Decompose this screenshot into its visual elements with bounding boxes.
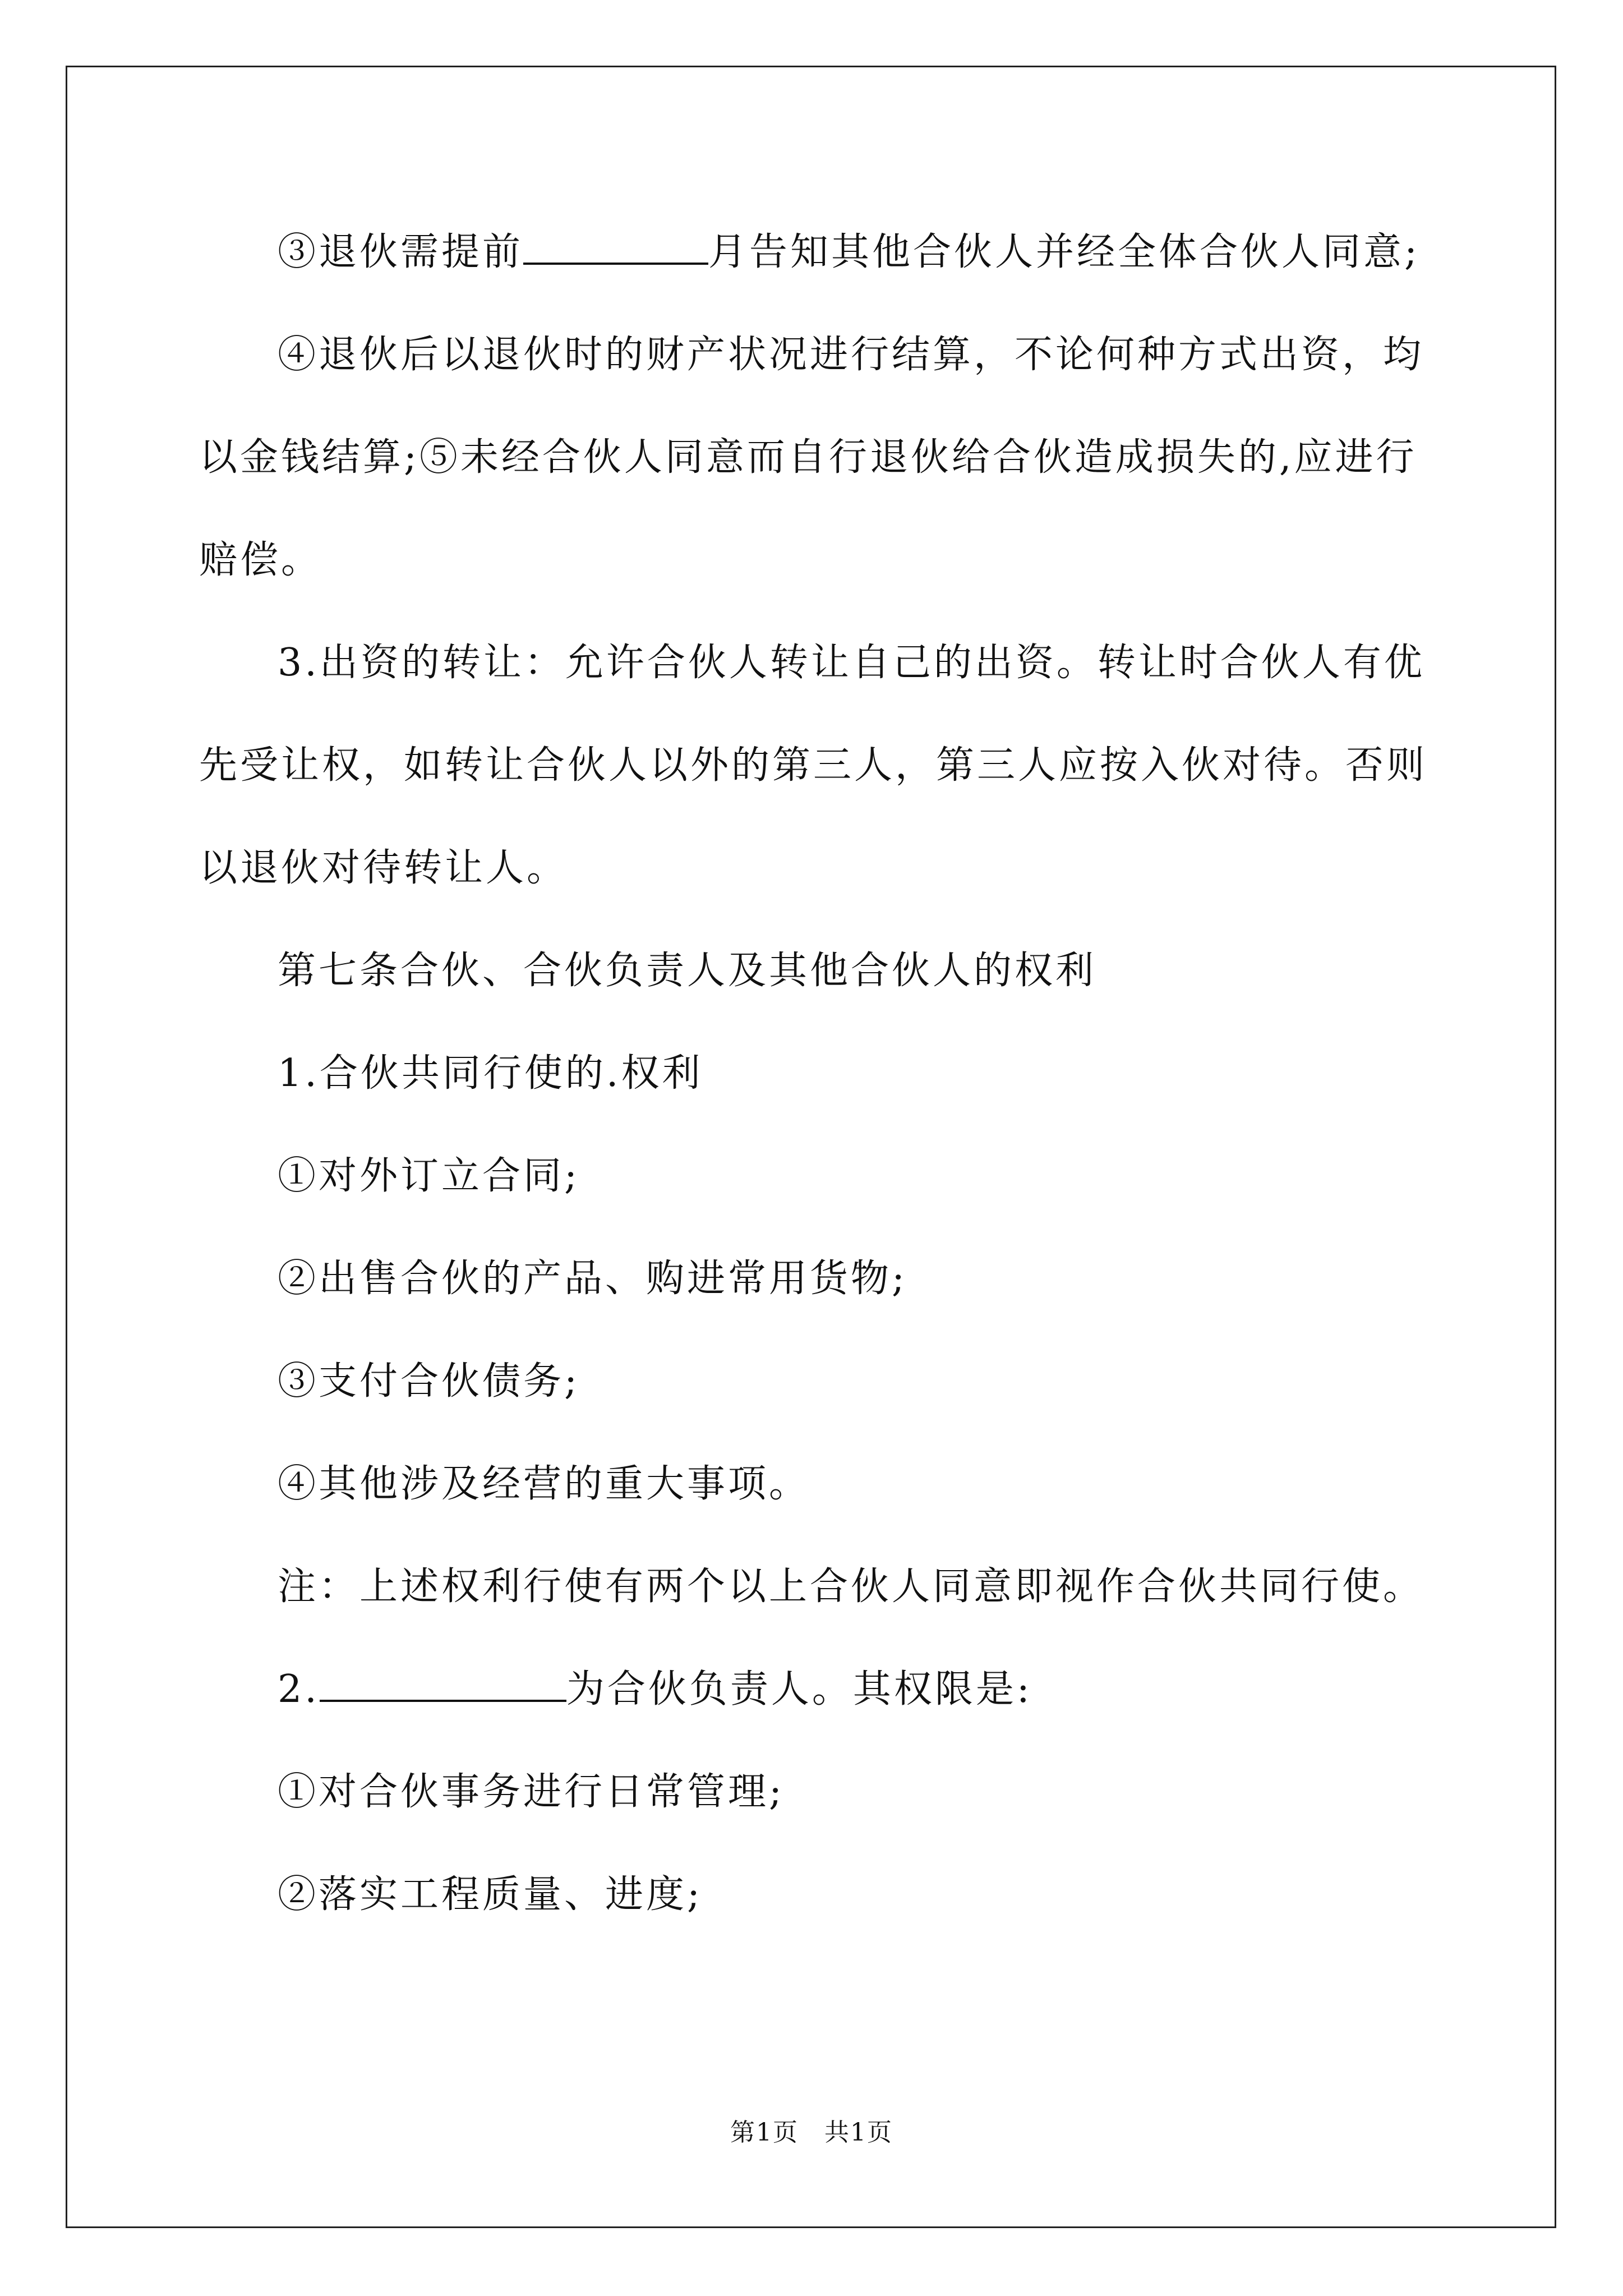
list-item-daily-management: ①对合伙事务进行日常管理; xyxy=(278,1770,785,1814)
page-footer: 第1页 共1页 xyxy=(730,2118,893,2147)
list-item-quality-progress: ②落实工程质量、进度; xyxy=(278,1872,703,1917)
withdrawal-notice-text-end: 月告知其他合伙人并经全体合伙人同意; xyxy=(708,230,1420,274)
paragraph-responsible-partner xyxy=(278,1664,1511,1715)
withdrawal-notice-text-start: ③退伙需提前 xyxy=(278,230,524,274)
responsible-partner-text: 为合伙负责人。其权限是: xyxy=(566,1667,1032,1711)
list-item-contracts: ①对外订立合同; xyxy=(278,1154,580,1198)
paragraph-settlement-line1: ④退伙后以退伙时的财产状况进行结算，不论何种方式出资，均 xyxy=(278,333,1424,377)
list-item-major-matters: ④其他涉及经营的重大事项。 xyxy=(278,1462,810,1506)
article-seven-heading: 第七条合伙、合伙负责人及其他合伙人的权利 xyxy=(278,949,1097,993)
paragraph-settlement-line2: 以金钱结算;⑤未经合伙人同意而自行退伙给合伙造成损失的,应进行 xyxy=(199,435,1417,480)
paragraph-transfer-line3: 以退伙对待转让人。 xyxy=(199,846,568,890)
paragraph-withdrawal-notice xyxy=(278,227,1511,278)
note-paragraph: 注：上述权利行使有两个以上合伙人同意即视作合伙共同行使。 xyxy=(278,1565,1424,1609)
paragraph-transfer-line2: 先受让权，如转让合伙人以外的第三人，第三人应按入伙对待。否则 xyxy=(199,743,1428,788)
paragraph-settlement-line3: 赔偿。 xyxy=(199,538,322,582)
responsible-partner-number: 2. xyxy=(278,1667,320,1711)
paragraph-transfer-line1: 3.出资的转让：允许合伙人转让自己的出资。转让时合伙人有优 xyxy=(278,641,1425,685)
list-item-debts: ③支付合伙债务; xyxy=(278,1359,580,1404)
joint-rights-heading: 1.合伙共同行使的.权利 xyxy=(278,1051,703,1096)
list-item-sales: ②出售合伙的产品、购进常用货物; xyxy=(278,1257,907,1301)
responsible-partner-blank-field xyxy=(320,1666,566,1702)
months-blank-field xyxy=(523,229,708,265)
